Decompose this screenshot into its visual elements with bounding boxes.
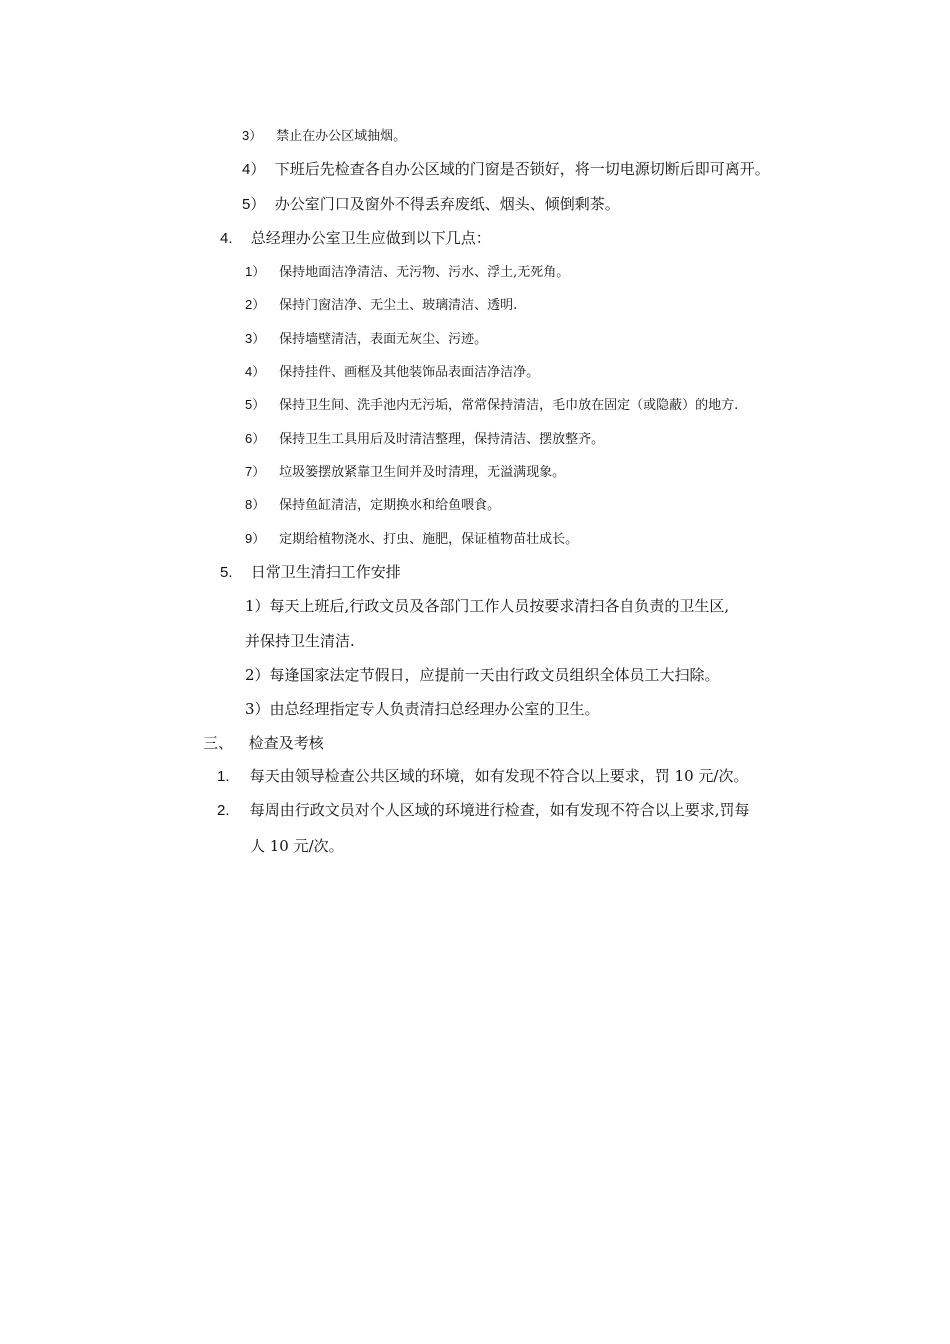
paragraph-line: 2）每逢国家法定节假日，应提前一天由行政文员组织全体员工大扫除。	[245, 666, 720, 684]
list-item-text: 保持卫生工具用后及时清洁整理，保持清洁、摆放整齐。	[279, 432, 605, 447]
list-item	[217, 803, 750, 818]
paragraph-line: 3）由总经理指定专人负责清扫总经理办公室的卫生。	[245, 700, 600, 718]
list-item	[242, 197, 620, 212]
section-number: 三、	[203, 734, 234, 752]
list-item-text: 每天由领导检查公共区域的环境，如有发现不符合以上要求，罚 10 元/次。	[249, 767, 749, 785]
list-item-number: 6）	[245, 431, 266, 446]
list-item	[245, 432, 604, 446]
list-item	[245, 298, 517, 312]
list-item	[242, 162, 770, 177]
list-item-number: 1.	[217, 768, 230, 785]
section-title: 日常卫生清扫工作安排	[250, 563, 401, 581]
section-heading	[220, 565, 401, 580]
list-item-text: 禁止在办公区域抽烟。	[276, 129, 407, 144]
list-item-number: 8）	[245, 497, 266, 512]
list-item-text: 下班后先检查各自办公区域的门窗是否锁好，将一切电源切断后即可离开。	[274, 160, 770, 178]
list-item-text: 办公室门口及窗外不得丢弃废纸、烟头、倾倒剩茶。	[274, 195, 620, 213]
list-item-number: 3）	[245, 331, 266, 346]
list-item-text: 保持鱼缸清洁，定期换水和给鱼喂食。	[279, 498, 501, 513]
list-item-text: 每周由行政文员对个人区域的环境进行检查，如有发现不符合以上要求,罚每	[249, 801, 750, 819]
list-item-text: 垃圾篓摆放紧靠卫生间并及时清理，无溢满现象。	[279, 465, 566, 480]
list-item-number: 5）	[245, 397, 266, 412]
list-item	[217, 769, 748, 784]
section-title: 总经理办公室卫生应做到以下几点：	[250, 229, 491, 247]
section-number: 5.	[220, 564, 233, 581]
section-title: 检查及考核	[248, 734, 324, 752]
paragraph-line: 1）每天上班后,行政文员及各部门工作人员按要求清扫各自负责的卫生区,	[245, 597, 730, 615]
list-item-text: 保持门窗洁净、无尘土、玻璃清洁、透明.	[279, 298, 518, 313]
paragraph-line: 人 10 元/次。	[250, 837, 344, 855]
section-number: 4.	[220, 230, 233, 247]
list-item-text: 保持墙壁清洁，表面无灰尘、污迹。	[279, 332, 488, 347]
list-item-number: 3）	[242, 128, 263, 143]
list-item-number: 4）	[242, 161, 266, 178]
section-heading	[220, 231, 491, 246]
list-item-text: 保持地面洁净清洁、无污物、污水、浮土,无死角。	[279, 265, 570, 280]
list-item-number: 1）	[245, 264, 266, 279]
list-item-number: 5）	[242, 196, 266, 213]
list-item-text: 保持挂件、画框及其他装饰品表面洁净洁净。	[279, 365, 540, 380]
list-item-number: 4）	[245, 364, 266, 379]
list-item-number: 9）	[245, 531, 266, 546]
list-item	[242, 129, 406, 143]
list-item	[245, 532, 578, 546]
list-item-text: 保持卫生间、洗手池内无污垢，常常保持清洁，毛巾放在固定（或隐蔽）的地方.	[279, 398, 739, 413]
list-item	[245, 465, 565, 479]
list-item-number: 2.	[217, 802, 230, 819]
list-item-number: 7）	[245, 464, 266, 479]
section-heading	[203, 736, 324, 751]
list-item	[245, 365, 539, 379]
list-item	[245, 398, 738, 412]
list-item	[245, 498, 500, 512]
list-item-number: 2）	[245, 297, 266, 312]
list-item	[245, 332, 487, 346]
paragraph-line: 并保持卫生清洁.	[245, 632, 355, 650]
list-item	[245, 265, 569, 279]
list-item-text: 定期给植物浇水、打虫、施肥，保证植物苗壮成长。	[279, 532, 579, 547]
